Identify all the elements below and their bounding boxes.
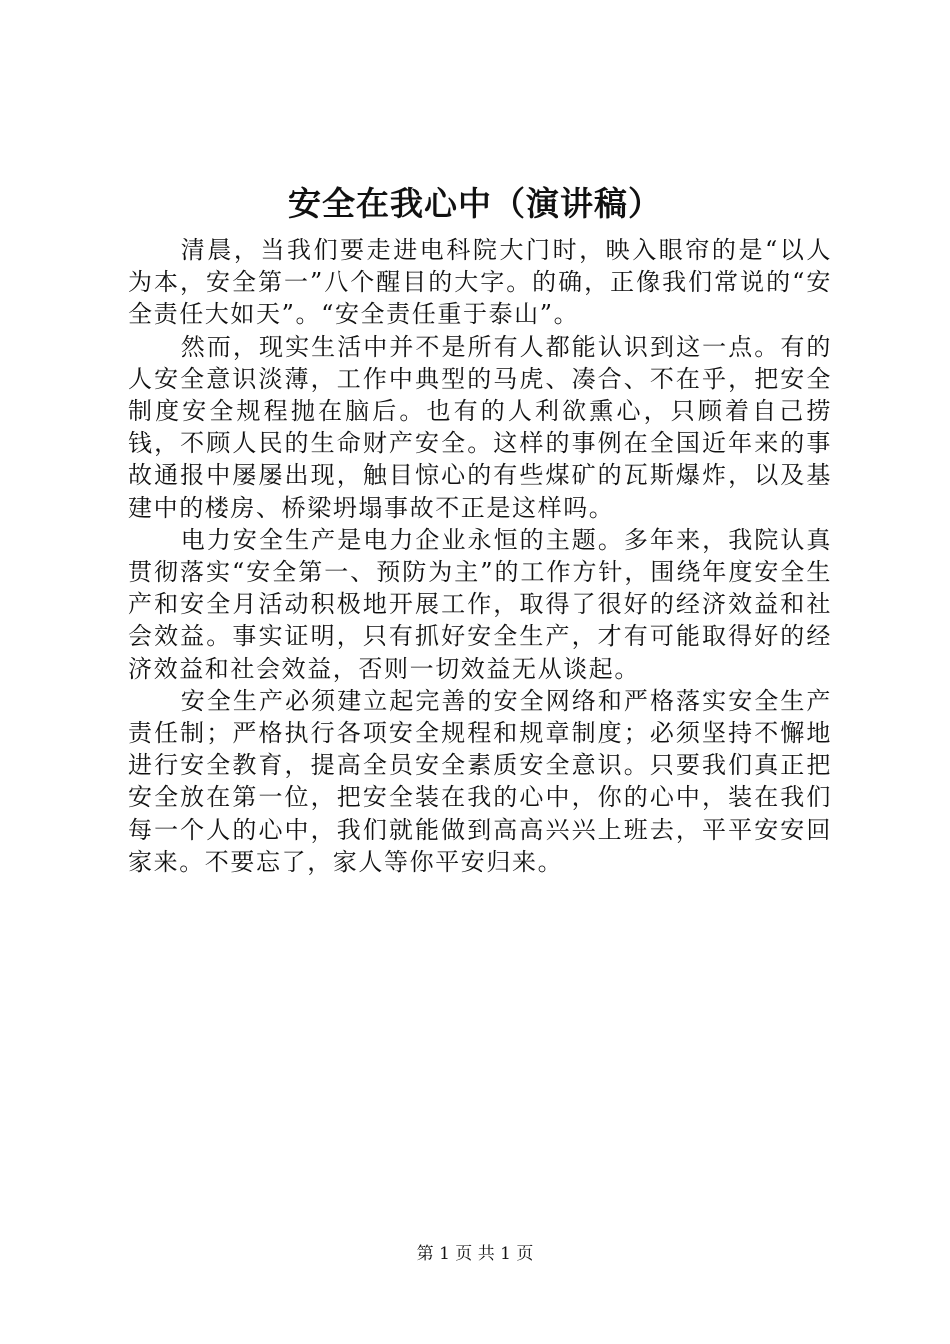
document-body bbox=[128, 234, 832, 878]
paragraph-4: 安全生产必须建立起完善的安全网络和严格落实安全生产责任制；严格执行各项安全规程和规章制度；必须坚持不懈地进行安全教育，提高全员安全素质安全意识。只要我们真正把安全放在第一位，把安全装在我的心中，你的心中，装在我们每一个人的心中，我们就能做到高高兴兴上班去，平平安安回家来。不要忘了，家人等你平安归来。 bbox=[128, 686, 832, 876]
page-footer: 第 1 页 共 1 页 bbox=[416, 1244, 534, 1264]
paragraph-2: 然而，现实生活中并不是所有人都能认识到这一点。有的人安全意识淡薄，工作中典型的马虎、凑合、不在乎，把安全制度安全规程抛在脑后。也有的人利欲熏心，只顾着自己捞钱，不顾人民的生命财产安全。这样的事例在全国近年来的事故通报中屡屡出现，触目惊心的有些煤矿的瓦斯爆炸，以及基建中的楼房、桥梁坍塌事故不正是这样吗。 bbox=[128, 332, 832, 522]
paragraph-3: 电力安全生产是电力企业永恒的主题。多年来，我院认真贯彻落实“安全第一、预防为主”的工作方针，围绕年度安全生产和安全月活动积极地开展工作，取得了很好的经济效益和社会效益。事实证明，只有抓好安全生产，才有可能取得好的经济效益和社会效益，否则一切效益无从谈起。 bbox=[128, 525, 832, 683]
document-title: 安全在我心中（演讲稿） bbox=[288, 184, 662, 223]
paragraph-1: 清晨，当我们要走进电科院大门时，映入眼帘的是“以人为本，安全第一”八个醒目的大字。的确，正像我们常说的“安全责任大如天”。“安全责任重于泰山”。 bbox=[128, 236, 832, 329]
